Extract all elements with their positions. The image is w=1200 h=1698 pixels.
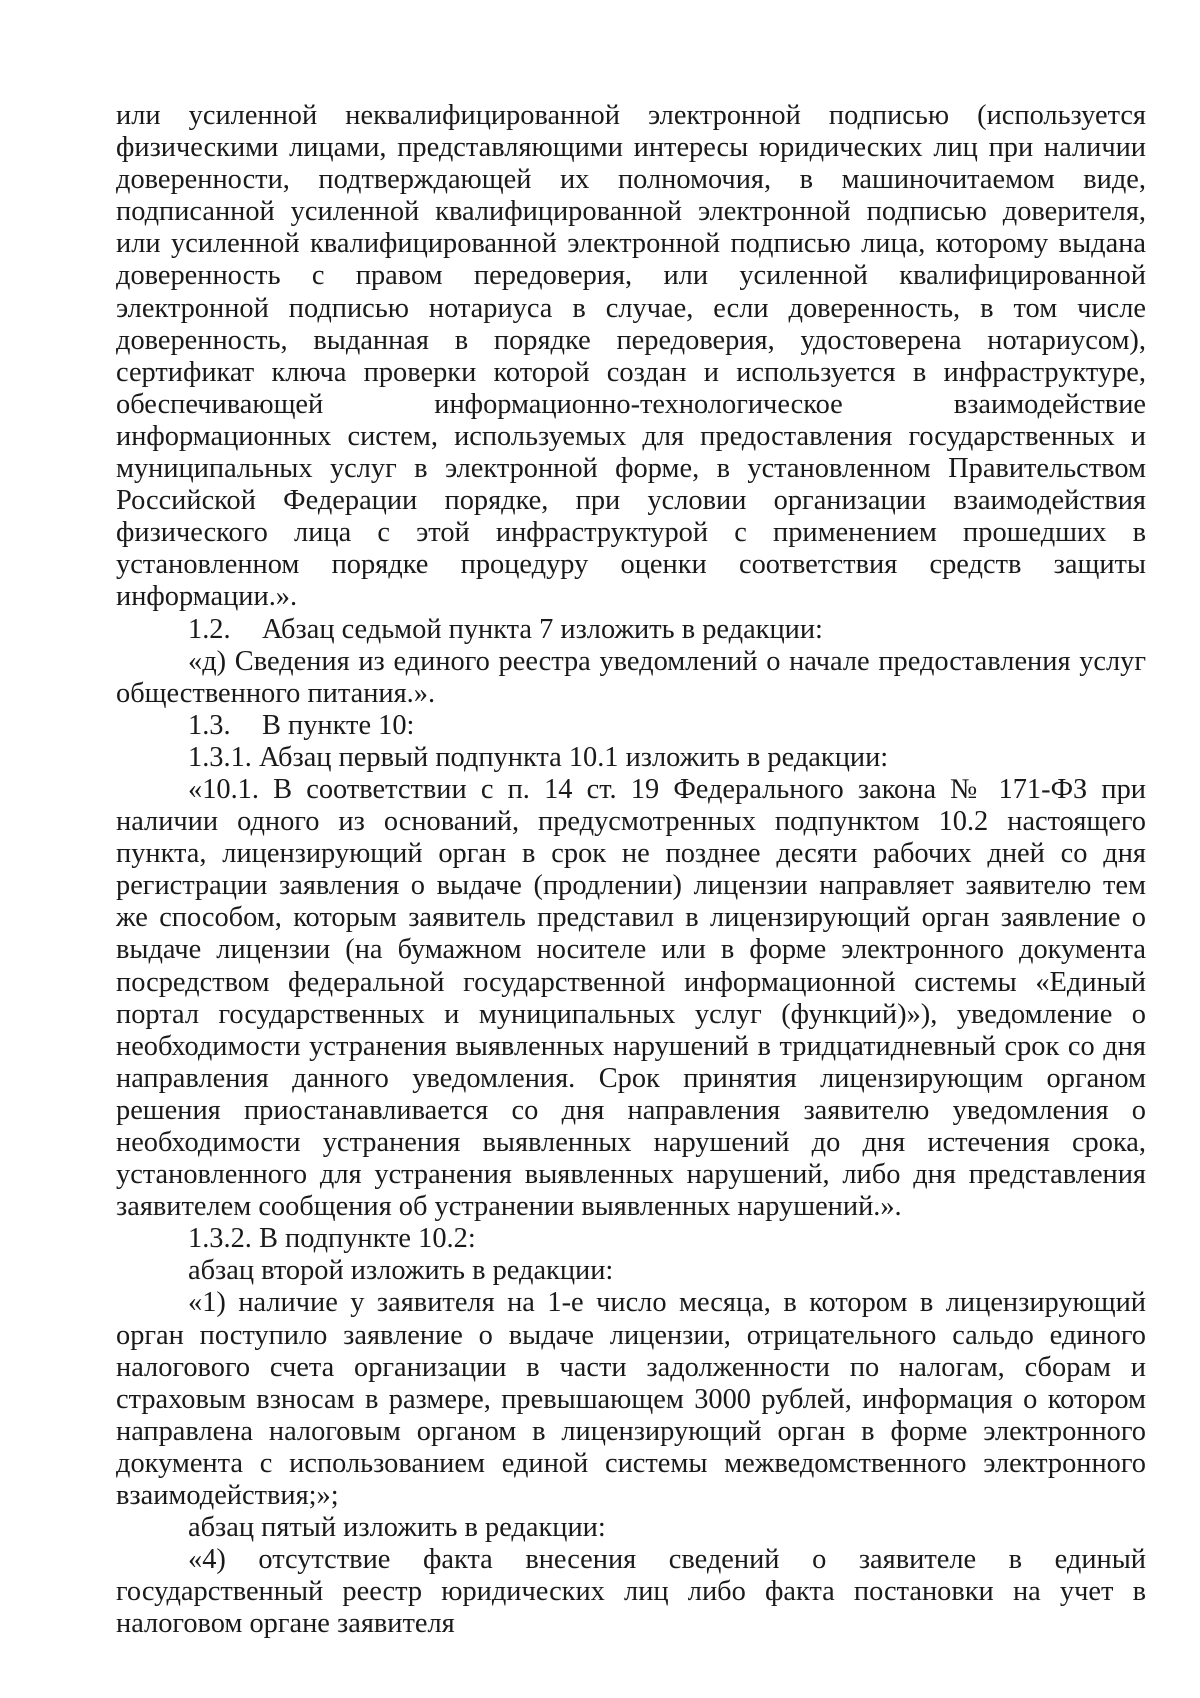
paragraph-text: В пункте 10: bbox=[262, 709, 415, 741]
paragraph-1-3-2 bbox=[116, 1223, 1146, 1255]
paragraph-quote-10-1 bbox=[116, 774, 1146, 1223]
paragraph-1-3 bbox=[116, 710, 1146, 742]
paragraph-text: «4) отсутствие факта внесения сведений о заявителе в единый государственный реестр юридических лиц либо факта постановки на учет в налоговом органе заявителя bbox=[116, 1544, 1146, 1640]
paragraph-continuation bbox=[116, 100, 1146, 614]
paragraph-text: или усиленной неквалифицированной электронной подписью (используется физическими лицами, представляющими интересы юридических лиц при наличии доверенности, подтверждающей их полномочия, в машиночитаемом виде, подписанной усиленной квалифицированной электронной подписью доверителя, или усиленной квалифицированной электронной подписью лица, которому выдана доверенность с правом передоверия, или усиленной квалифицированной электронной подписью нотариуса в случае, если доверенность, в том числе доверенность, выданная в порядке передоверия, удостоверена нотариусом), сертификат ключа проверки которой создан и используется в инфраструктуре, обеспечивающей информационно-технологическое взаимодействие информационных систем, используемых для предоставления государственных и муниципальных услуг в электронной форме, в установленном Правительством Российской Федерации порядке, при условии организации взаимодействия физического лица с этой инфраструктурой с применением прошедших в установленном порядке процедуру оценки соответствия средств защиты информации.». bbox=[116, 100, 1146, 613]
paragraph-text: «10.1. В соответствии с п. 14 ст. 19 Федерального закона № 171-ФЗ при наличии одного из оснований, предусмотренных подпунктом 10.2 настоящего пункта, лицензирующий орган в срок не позднее десяти рабочих дней со дня регистрации заявления о выдаче (продлении) лицензии направляет заявителю тем же способом, которым заявитель представил в лицензирующий орган заявление о выдаче лицензии (на бумажном носителе или в форме электронного документа посредством федеральной государственной информационной системы «Единый портал государственных и муниципальных услуг (функций)»), уведомление о необходимости устранения выявленных нарушений в тридцатидневный срок со дня направления данного уведомления. Срок принятия лицензирующим органом решения приостанавливается со дня направления заявителю уведомления о необходимости устранения выявленных нарушений до дня истечения срока, установленного для устранения выявленных нарушений, либо дня представления заявителем сообщения об устранении выявленных нарушений.». bbox=[116, 773, 1146, 1223]
paragraph-text: «д) Сведения из единого реестра уведомлений о начале предоставления услуг общественного питания.». bbox=[116, 645, 1146, 709]
paragraph-text: «1) наличие у заявителя на 1-е число месяца, в котором в лицензирующий орган поступило заявление о выдаче лицензии, отрицательного сальдо единого налогового счета организации в части задолженности по налогам, сборам и страховым взносам в размере, превышающем 3000 рублей, информация о котором направлена налоговым органом в лицензирующий орган в форме электронного документа с использованием единой системы межведомственного электронного взаимодействия;»; bbox=[116, 1287, 1146, 1512]
paragraph-quote-1 bbox=[116, 1287, 1146, 1512]
paragraph-1-3-1 bbox=[116, 742, 1146, 774]
paragraph-quote-4 bbox=[116, 1544, 1146, 1640]
document-page bbox=[116, 100, 1146, 1641]
paragraph-abzac-pyatyy bbox=[116, 1512, 1146, 1544]
paragraph-quote-d bbox=[116, 646, 1146, 710]
paragraph-text: 1.3.2. В подпункте 10.2: bbox=[188, 1223, 476, 1255]
paragraph-text: абзац второй изложить в редакции: bbox=[188, 1255, 614, 1287]
paragraph-text: абзац пятый изложить в редакции: bbox=[188, 1512, 606, 1544]
paragraph-number: 1.2. bbox=[188, 613, 231, 645]
paragraph-abzac-vtoroy bbox=[116, 1255, 1146, 1287]
paragraph-text: 1.3.1. Абзац первый подпункта 10.1 изложить в редакции: bbox=[188, 741, 889, 773]
paragraph-number: 1.3. bbox=[188, 709, 231, 741]
paragraph-1-2 bbox=[116, 614, 1146, 646]
paragraph-text: Абзац седьмой пункта 7 изложить в редакции: bbox=[262, 613, 823, 645]
